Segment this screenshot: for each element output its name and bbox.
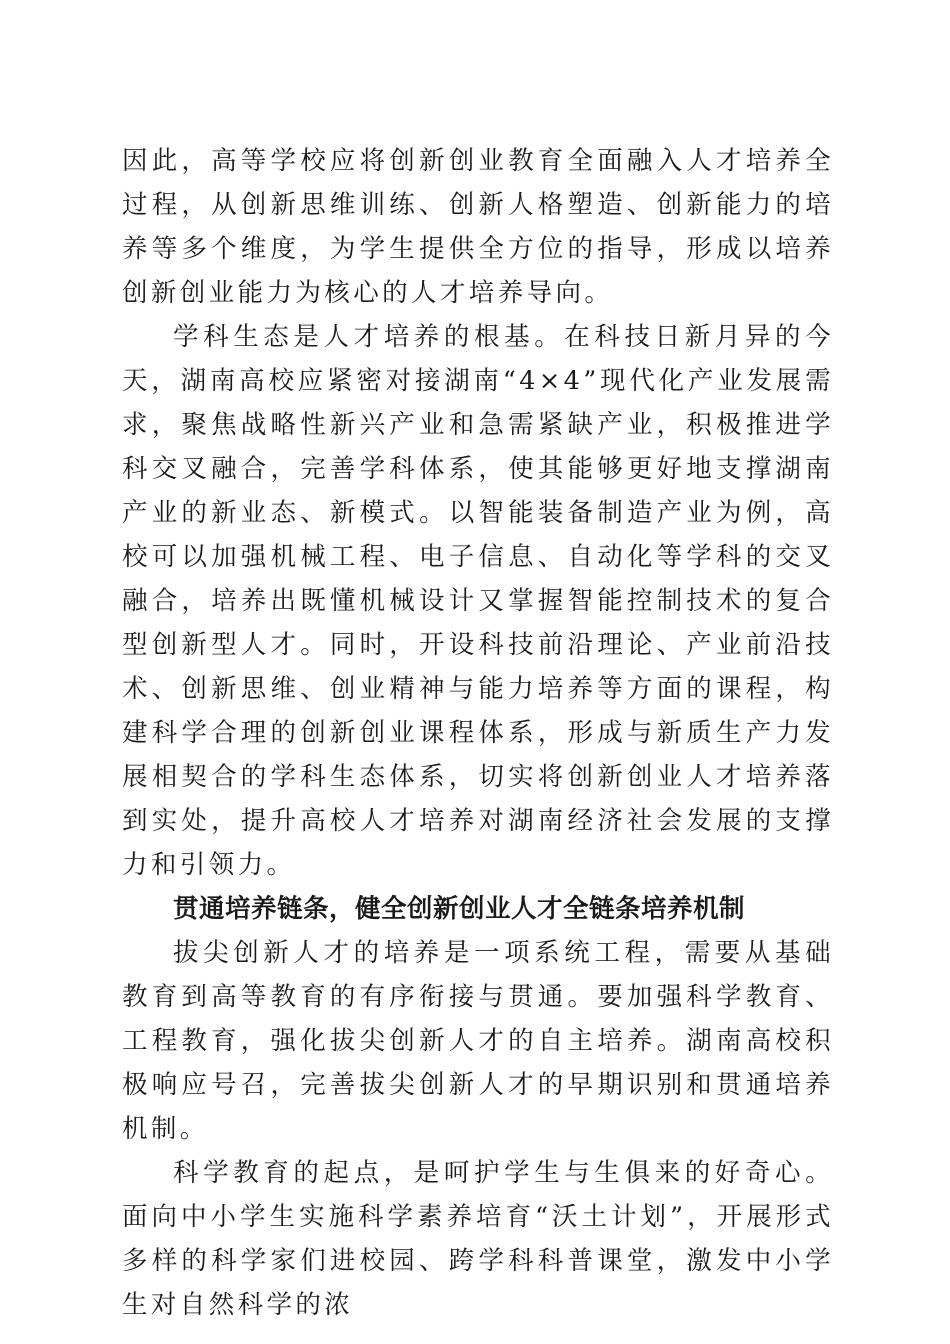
paragraph-intro-continuation: 因此，高等学校应将创新创业教育全面融入人才培养全过程，从创新思维训练、创新人格塑造、创新能力的培养等多个维度，为学生提供全方位的指导，形成以培养创新创业能力为核心的人才培养导向。 xyxy=(122,146,834,308)
section-heading: 贯通培养链条，健全创新创业人才全链条培养机制 xyxy=(173,894,746,924)
document-page xyxy=(122,139,834,1327)
paragraph-top-talent: 拔尖创新人才的培养是一项系统工程，需要从基础教育到高等教育的有序衔接与贯通。要加强科学教育、工程教育，强化拔尖创新人才的自主培养。湖南高校积极响应号召，完善拔尖创新人才的早期识别和贯通培养机制。 xyxy=(122,938,834,1144)
paragraph-science-education: 科学教育的起点，是呵护学生与生俱来的好奇心。面向中小学生实施科学素养培育“沃土计划”，开展形式多样的科学家们进校园、跨学科科普课堂，激发中小学生对自然科学的浓 xyxy=(122,1158,834,1320)
paragraph-discipline-ecology: 学科生态是人才培养的根基。在科技日新月异的今天，湖南高校应紧密对接湖南“4×4”现代化产业发展需求，聚焦战略性新兴产业和急需紧缺产业，积极推进学科交叉融合，完善学科体系，使其能够更好地支撑湖南产业的新业态、新模式。以智能装备制造产业为例，高校可以加强机械工程、电子信息、自动化等学科的交叉融合，培养出既懂机械设计又掌握智能控制技术的复合型创新型人才。同时，开设科技前沿理论、产业前沿技术、创新思维、创业精神与能力培养等方面的课程，构建科学合理的创新创业课程体系，形成与新质生产力发展相契合的学科生态体系，切实将创新创业人才培养落到实处，提升高校人才培养对湖南经济社会发展的支撑力和引领力。 xyxy=(122,322,834,880)
